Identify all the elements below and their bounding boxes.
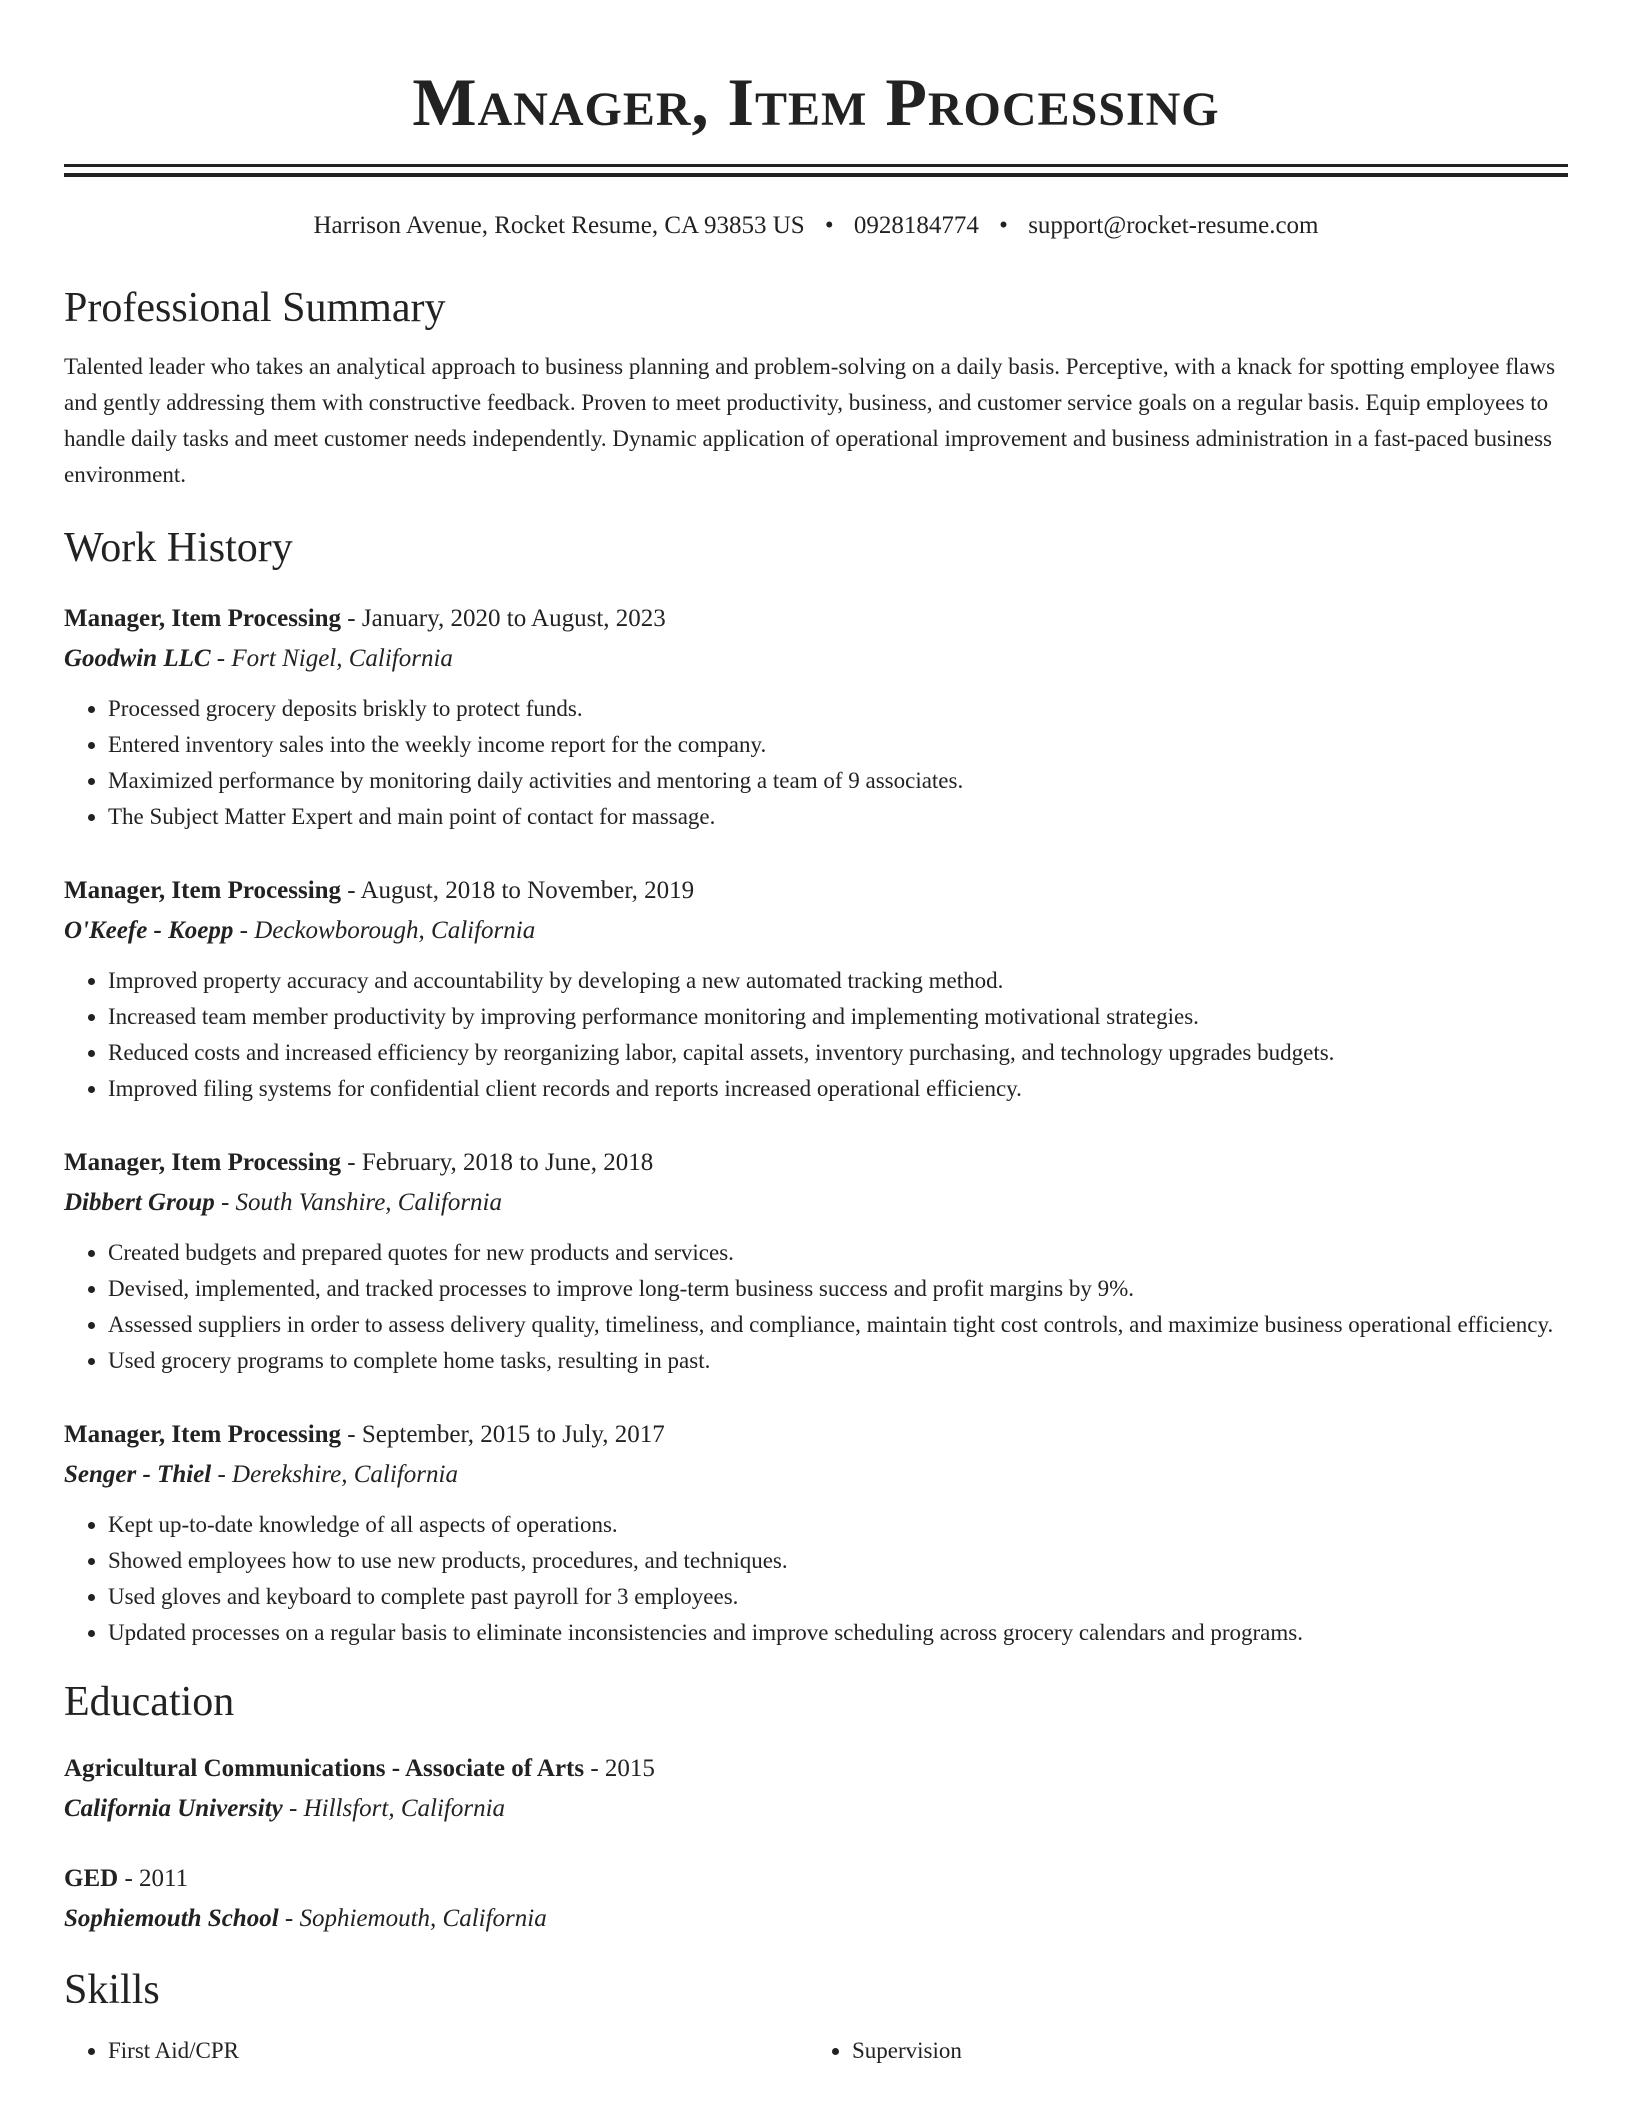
skills-list xyxy=(64,2033,1568,2069)
education-degree: Agricultural Communications - Associate of Arts xyxy=(64,1755,585,1782)
contact-address: Harrison Avenue, Rocket Resume, CA 93853 US xyxy=(313,212,805,239)
education-school-line xyxy=(64,1899,1568,1939)
education-degree-line xyxy=(64,1749,1568,1789)
job-bullets xyxy=(64,963,1568,1107)
job-title: Manager, Item Processing xyxy=(64,877,342,904)
job-company: Dibbert Group xyxy=(64,1189,215,1216)
job-company: Goodwin LLC xyxy=(64,645,211,672)
contact-phone: 0928184774 xyxy=(853,212,979,239)
job-company: O'Keefe - Koepp xyxy=(64,917,234,944)
list-item: • Increased team member productivity by improving performance monitoring and implementing motivational strategies. xyxy=(108,999,1568,1035)
list-item: • Processed grocery deposits briskly to protect funds. xyxy=(108,691,1568,727)
work-history-heading: Work History xyxy=(64,525,293,571)
job-entry xyxy=(64,1143,1568,1379)
skills-column-left xyxy=(64,2033,808,2069)
job-dates: - January, 2020 to August, 2023 xyxy=(341,605,666,632)
job-title-line xyxy=(64,871,1568,911)
job-location: - Derekshire, California xyxy=(211,1461,458,1488)
skills-heading: Skills xyxy=(64,1967,160,2013)
list-item: • Used gloves and keyboard to complete past payroll for 3 employees. xyxy=(108,1579,1568,1615)
skills-column-right xyxy=(808,2033,1552,2069)
education-year: - 2015 xyxy=(584,1755,655,1782)
job-title: Manager, Item Processing xyxy=(64,1421,342,1448)
job-company-line xyxy=(64,1455,1568,1495)
list-item: • First Aid/CPR xyxy=(108,2033,808,2069)
contact-email: support@rocket-resume.com xyxy=(1028,212,1319,239)
education-school: California University xyxy=(64,1795,283,1822)
job-title-line xyxy=(64,1143,1568,1183)
job-dates: - August, 2018 to November, 2019 xyxy=(341,877,695,904)
contact-line xyxy=(64,211,1568,241)
summary-text: Talented leader who takes an analytical approach to business planning and problem-solving on a daily basis. Perceptive, with a knack for spotting employee flaws and gently addressing them with constructive feedback. Proven to meet productivity, business, and customer service goals on a regular basis. Equip employees to handle daily tasks and meet customer needs independently. Dynamic application of operational improvement and business administration in a fast-paced business environment. xyxy=(64,354,1556,487)
education-degree: GED xyxy=(64,1865,119,1892)
job-bullets xyxy=(64,1507,1568,1651)
job-location: - Deckowborough, California xyxy=(233,917,536,944)
list-item: • Improved filing systems for confidential client records and reports increased operational efficiency. xyxy=(108,1071,1568,1107)
list-item: • Showed employees how to use new products, procedures, and techniques. xyxy=(108,1543,1568,1579)
job-location: - South Vanshire, California xyxy=(214,1189,502,1216)
education-school-line xyxy=(64,1789,1568,1829)
job-dates: - February, 2018 to June, 2018 xyxy=(341,1149,654,1176)
list-item: • Reduced costs and increased efficiency by reorganizing labor, capital assets, inventory purchasing, and technology upgrades budgets. xyxy=(108,1035,1568,1071)
education-degree-line xyxy=(64,1859,1568,1899)
list-item: • Used grocery programs to complete home tasks, resulting in past. xyxy=(108,1343,1568,1379)
job-entry xyxy=(64,1415,1568,1651)
education-entry xyxy=(64,1859,1568,1939)
list-item: • Maximized performance by monitoring daily activities and mentoring a team of 9 associates. xyxy=(108,763,1568,799)
list-item: • Created budgets and prepared quotes for new products and services. xyxy=(108,1235,1568,1271)
list-item: • Entered inventory sales into the weekly income report for the company. xyxy=(108,727,1568,763)
resume-title: Manager, Item Processing xyxy=(412,64,1220,140)
job-entry xyxy=(64,599,1568,835)
title-divider-bottom xyxy=(64,173,1568,177)
list-item: • Kept up-to-date knowledge of all aspects of operations. xyxy=(108,1507,1568,1543)
list-item: • Assessed suppliers in order to assess delivery quality, timeliness, and compliance, maintain tight cost controls, and maximize business operational efficiency. xyxy=(108,1307,1568,1343)
list-item: • Devised, implemented, and tracked processes to improve long-term business success and profit margins by 9%. xyxy=(108,1271,1568,1307)
job-bullets xyxy=(64,691,1568,835)
job-dates: - September, 2015 to July, 2017 xyxy=(341,1421,665,1448)
job-bullets xyxy=(64,1235,1568,1379)
summary-heading: Professional Summary xyxy=(64,285,446,331)
job-title: Manager, Item Processing xyxy=(64,1149,342,1176)
education-entry xyxy=(64,1749,1568,1829)
job-title: Manager, Item Processing xyxy=(64,605,342,632)
education-year: - 2011 xyxy=(118,1865,189,1892)
education-school: Sophiemouth School xyxy=(64,1905,279,1932)
education-heading: Education xyxy=(64,1679,235,1725)
job-entry xyxy=(64,871,1568,1107)
contact-separator: • xyxy=(999,212,1008,239)
list-item: • Supervision xyxy=(852,2033,1552,2069)
job-title-line xyxy=(64,599,1568,639)
job-location: - Fort Nigel, California xyxy=(210,645,453,672)
list-item: • Improved property accuracy and accountability by developing a new automated tracking method. xyxy=(108,963,1568,999)
job-title-line xyxy=(64,1415,1568,1455)
job-company-line xyxy=(64,911,1568,951)
title-divider-top xyxy=(64,164,1568,167)
list-item: • Updated processes on a regular basis to eliminate inconsistencies and improve scheduling across grocery calendars and programs. xyxy=(108,1615,1568,1651)
contact-separator: • xyxy=(824,212,834,239)
job-company-line xyxy=(64,639,1568,679)
education-location: - Sophiemouth, California xyxy=(278,1905,547,1932)
list-item: • The Subject Matter Expert and main point of contact for massage. xyxy=(108,799,1568,835)
job-company: Senger - Thiel xyxy=(64,1461,212,1488)
job-company-line xyxy=(64,1183,1568,1223)
education-location: - Hillsfort, California xyxy=(282,1795,506,1822)
